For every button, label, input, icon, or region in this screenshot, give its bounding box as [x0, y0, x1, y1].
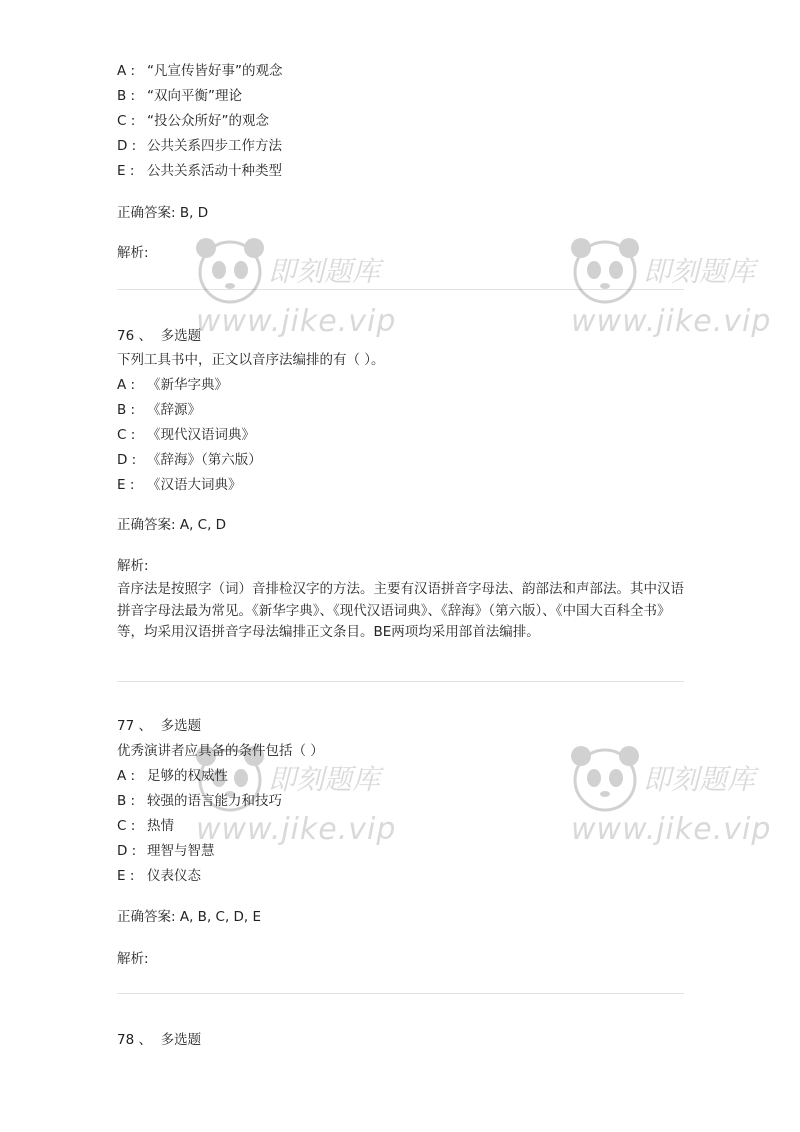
panda-icon: [565, 232, 645, 312]
watermark-url: www.jike.vip: [571, 304, 772, 339]
question-header: [117, 1030, 201, 1050]
option-e: E : 《汉语大词典》: [117, 477, 242, 493]
watermark-brand: 即刻题库: [643, 255, 756, 288]
analysis-label: 解析:: [117, 558, 149, 574]
divider: [117, 681, 684, 682]
option-d: D : 公共关系四步工作方法: [117, 138, 282, 154]
option-c: C : 热情: [117, 818, 174, 834]
option-c: C : “投公众所好”的观念: [117, 113, 269, 129]
answer: 正确答案: A, C, D: [117, 517, 227, 533]
analysis-text: 音序法是按照字（词）音排检汉字的方法。主要有汉语拼音字母法、韵部法和声部法。其中汉语拼音字母法最为常见。《新华字典》、《现代汉语词典》、《辞海》（第六版）、《中国大百科全书》等，均采用汉语拼音字母法编排正文条目。BE两项均采用部首法编排。: [117, 581, 684, 640]
question-number: 76 、: [117, 328, 152, 344]
panda-icon: [565, 740, 645, 820]
answer-value: A, C, D: [179, 517, 227, 533]
question-number: 77 、: [117, 718, 152, 734]
answer: 正确答案: A, B, C, D, E: [117, 909, 262, 925]
divider: [117, 289, 684, 290]
watermark-url: www.jike.vip: [196, 812, 397, 847]
option-d: D : 《辞海》（第六版）: [117, 452, 262, 468]
watermark-brand: 即刻题库: [268, 255, 381, 288]
question-stem: 优秀演讲者应具备的条件包括（ ）: [117, 743, 324, 759]
option-c: C : 《现代汉语词典》: [117, 427, 255, 443]
option-a: A : 《新华字典》: [117, 377, 228, 393]
question-type: 多选题: [160, 718, 202, 734]
watermark: [565, 232, 772, 372]
analysis-label: 解析:: [117, 245, 149, 261]
option-b: B : 《辞源》: [117, 402, 201, 418]
answer-value: A, B, C, D, E: [179, 909, 262, 925]
watermark-url: www.jike.vip: [196, 304, 397, 339]
question-header: [117, 716, 201, 736]
analysis-label: 解析:: [117, 951, 149, 967]
question-type: 多选题: [160, 328, 202, 344]
watermark-brand: 即刻题库: [268, 763, 381, 796]
option-b: B : 较强的语言能力和技巧: [117, 793, 282, 809]
question-header: [117, 326, 201, 346]
option-d: D : 理智与智慧: [117, 843, 215, 859]
question-number: 78 、: [117, 1032, 152, 1048]
option-e: E : 仪表仪态: [117, 868, 201, 884]
watermark: [565, 740, 772, 880]
question-type: 多选题: [160, 1032, 202, 1048]
option-a: A : “凡宣传皆好事”的观念: [117, 63, 283, 79]
option-b: B : “双向平衡”理论: [117, 88, 242, 104]
divider: [117, 993, 684, 994]
question-stem: 下列工具书中，正文以音序法编排的有（ ）。: [117, 352, 385, 368]
watermark-brand: 即刻题库: [643, 763, 756, 796]
option-a: A : 足够的权威性: [117, 768, 228, 784]
answer: 正确答案: B, D: [117, 205, 209, 221]
panda-icon: [190, 232, 270, 312]
option-e: E : 公共关系活动十种类型: [117, 163, 282, 179]
watermark-url: www.jike.vip: [571, 812, 772, 847]
answer-value: B, D: [179, 205, 209, 221]
